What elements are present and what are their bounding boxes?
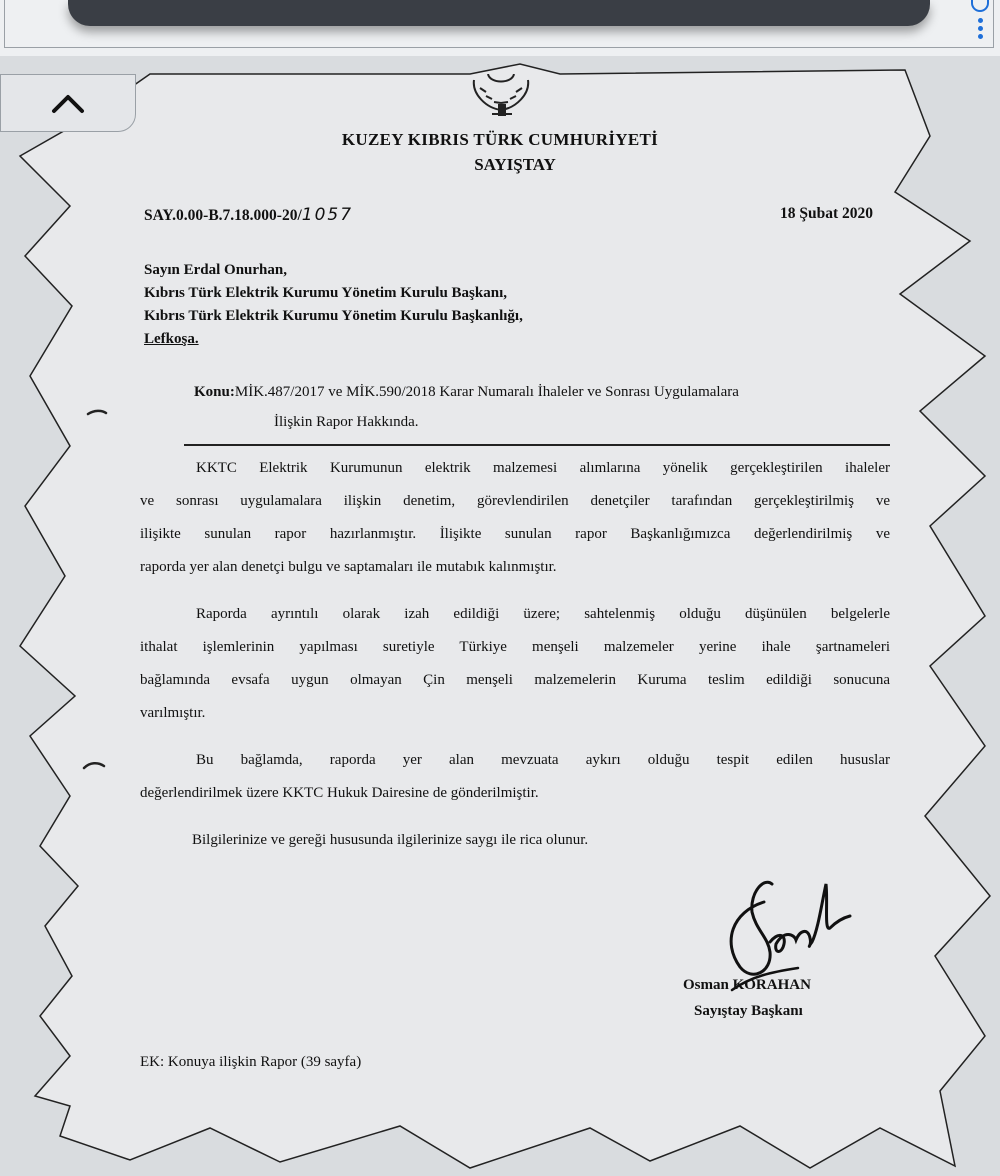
viewer-frame (4, 0, 994, 48)
addressee-city: Lefkoşa. (144, 331, 199, 347)
body-paragraph (140, 452, 890, 584)
letterhead-institution: SAYIŞTAY (474, 155, 556, 174)
chevron-up-icon (48, 91, 88, 115)
paragraph-line: Raporda ayrıntılı olarak izah edildiği üzere; sahtelenmiş olduğu düşünülen belgelerle (196, 606, 890, 622)
punch-mark (82, 760, 106, 772)
body-paragraph (140, 744, 890, 810)
reference-number (144, 205, 353, 225)
paragraph-line: ve sonrası uygulamalara ilişkin denetim, görevlendirilen denetçiler tarafından gerçekleştirilmiş ve (140, 493, 890, 509)
subject-text: MİK.487/2017 ve MİK.590/2018 Karar Numaralı İhaleler ve Sonrası Uygulamalara (234, 384, 739, 400)
reference-handwritten-number: 1057 (301, 205, 354, 225)
divider (184, 444, 890, 446)
enclosure-note: EK: Konuya ilişkin Rapor (39 sayfa) (140, 1054, 362, 1070)
paragraph-line: bağlamında evsafa uygun olmayan Çin menşeli malzemelerin Kuruma teslim edildiği sonucuna (140, 672, 890, 688)
more-options-icon[interactable] (968, 0, 992, 48)
closing-sentence: Bilgilerinize ve gereği hususunda ilgilerinize saygı ile rica olunur. (192, 832, 589, 848)
document-date: 18 Şubat 2020 (780, 205, 874, 222)
state-emblem-icon (466, 74, 536, 118)
body-paragraph (140, 598, 890, 730)
paragraph-line: varılmıştır. (140, 705, 206, 721)
punch-mark (86, 408, 108, 418)
addressee-line: Sayın Erdal Onurhan, (144, 262, 287, 278)
addressee-line: Kıbrıs Türk Elektrik Kurumu Yönetim Kurulu Başkanlığı, (144, 308, 523, 324)
addressee-line: Kıbrıs Türk Elektrik Kurumu Yönetim Kurulu Başkanı, (144, 285, 507, 301)
signatory-name: Osman KORAHAN (683, 977, 811, 993)
subject-label: Konu: (194, 384, 235, 400)
collapse-button[interactable] (0, 74, 136, 132)
letterhead-country: KUZEY KIBRIS TÜRK CUMHURİYETİ (341, 130, 659, 149)
handwritten-signature (712, 872, 862, 992)
subject-line-continued: İlişkin Rapor Hakkında. (274, 414, 419, 430)
paragraph-line: değerlendirilmek üzere KKTC Hukuk Dairesine de gönderilmiştir. (140, 785, 539, 801)
paragraph-line: ithalat işlemlerinin yapılması suretiyle Türkiye menşeli malzemeler yerine ihale şartnameleri (140, 639, 890, 655)
paragraph-line: raporda yer alan denetçi bulgu ve saptamaları ile mutabık kalınmıştır. (140, 559, 557, 575)
reference-prefix: SAY.0.00-B.7.18.000-20/ (144, 207, 302, 224)
paragraph-line: Bu bağlamda, raporda yer alan mevzuata aykırı olduğu tespit edilen hususlar (196, 752, 890, 768)
paragraph-line: KKTC Elektrik Kurumunun elektrik malzemesi alımlarına yönelik gerçekleştirilen ihaleler (196, 460, 890, 476)
subject-line (194, 384, 739, 401)
paragraph-line: ilişikte sunulan rapor hazırlanmıştır. İlişikte sunulan rapor Başkanlığımızca değerlendirilmiş ve (140, 526, 890, 542)
signatory-title: Sayıştay Başkanı (694, 1003, 803, 1019)
